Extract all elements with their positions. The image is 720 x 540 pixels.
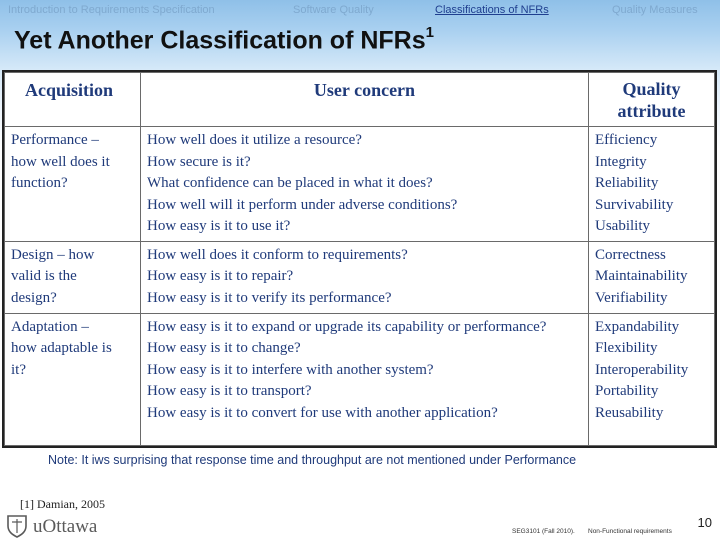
- attribute-item: Reliability: [595, 175, 659, 191]
- reference-citation: [1] Damian, 2005: [20, 497, 105, 511]
- concern-item: How easy is it to repair?: [147, 268, 294, 284]
- table-header-row: [5, 73, 715, 127]
- attribute-item: Integrity: [595, 153, 647, 170]
- category-line: valid is the: [11, 268, 77, 284]
- header-user-concern: User concern: [141, 73, 589, 127]
- attribute-item: Maintainability: [595, 268, 688, 284]
- attribute-item: Correctness: [595, 246, 666, 263]
- concern-item: How easy is it to convert for use with another application?: [147, 404, 498, 421]
- category-line: it?: [11, 361, 26, 378]
- category-cell: [5, 313, 141, 446]
- category-line: Design – how: [11, 246, 95, 263]
- attribute-item: Interoperability: [595, 361, 689, 378]
- concern-item: How easy is it to transport?: [147, 383, 312, 399]
- concern-item: How well does it conform to requirements?: [147, 246, 408, 263]
- nav-link-classifications[interactable]: Classifications of NFRs: [435, 4, 549, 16]
- concern-item: How well will it perform under adverse conditions?: [147, 196, 458, 213]
- category-line: Adaptation –: [11, 318, 89, 335]
- nav-link-software-quality[interactable]: Software Quality: [293, 4, 374, 16]
- concern-item: How well does it utilize a resource?: [147, 132, 362, 148]
- header-quality-attribute: Quality attribute: [589, 73, 715, 127]
- concern-item: How easy is it to interfere with another system?: [147, 361, 434, 378]
- university-logo: [6, 514, 146, 538]
- category-line: how adaptable is: [11, 340, 112, 356]
- title-footnote-marker: 1: [425, 24, 434, 41]
- concern-cell: [141, 127, 589, 242]
- category-cell: [5, 241, 141, 313]
- concern-cell: [141, 313, 589, 446]
- footer-course: SEG3101 (Fall 2010).: [512, 528, 575, 535]
- nfr-classification-table: [2, 70, 717, 448]
- header-acquisition: Acquisition: [5, 73, 141, 127]
- footer-topic: Non-Functional requirements: [588, 528, 672, 535]
- logo-text: uOttawa: [33, 516, 98, 537]
- concern-item: How easy is it to expand or upgrade its capability or performance?: [147, 318, 547, 335]
- concern-item: How easy is it to change?: [147, 340, 301, 356]
- attribute-item: Expandability: [595, 318, 680, 335]
- table-row-design: [5, 241, 715, 313]
- attribute-item: Efficiency: [595, 132, 658, 148]
- category-line: how well does it: [11, 153, 110, 170]
- attribute-item: Portability: [595, 383, 659, 399]
- nfr-table: [4, 72, 715, 446]
- page-number: 10: [697, 515, 712, 530]
- crest-icon: [6, 514, 28, 538]
- category-line: design?: [11, 289, 57, 306]
- category-cell: [5, 127, 141, 242]
- slide-note: Note: It iws surprising that response time and throughput are not mentioned under Performance: [48, 453, 577, 467]
- concern-item: How easy is it to verify its performance?: [147, 289, 392, 306]
- table-row-adaptation: [5, 313, 715, 446]
- concern-item: How secure is it?: [147, 153, 251, 170]
- slide-title: [14, 26, 434, 55]
- nav-link-quality-measures[interactable]: Quality Measures: [612, 4, 698, 16]
- attribute-item: Verifiability: [595, 289, 668, 306]
- table-row-performance: [5, 127, 715, 242]
- category-line: Performance –: [11, 132, 99, 148]
- attribute-cell: [589, 127, 715, 242]
- slide-title-text: Yet Another Classification of NFRs: [14, 26, 426, 55]
- concern-item: What confidence can be placed in what it does?: [147, 175, 433, 191]
- attribute-item: Survivability: [595, 196, 674, 213]
- attribute-item: Flexibility: [595, 340, 658, 356]
- attribute-cell: [589, 241, 715, 313]
- concern-item: How easy is it to use it?: [147, 218, 291, 234]
- attribute-item: Reusability: [595, 404, 664, 421]
- nav-link-introduction[interactable]: Introduction to Requirements Specification: [8, 4, 215, 16]
- top-navigation: [0, 0, 720, 20]
- attribute-item: Usability: [595, 218, 650, 234]
- concern-cell: [141, 241, 589, 313]
- attribute-cell: [589, 313, 715, 446]
- category-line: function?: [11, 175, 68, 191]
